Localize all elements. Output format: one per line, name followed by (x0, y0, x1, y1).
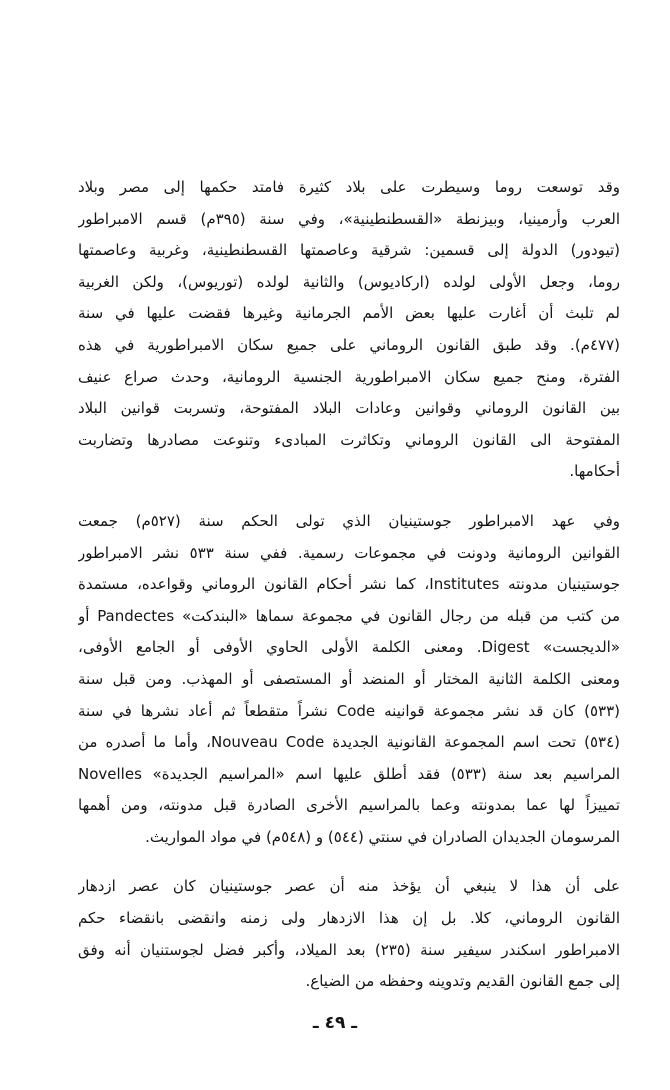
paragraph-1 (78, 172, 620, 488)
text-line: المرسومان الجديدان الصادران في سنتي (٥٤٤) و (٥٤٨م) في مواد المواريث. (145, 827, 620, 846)
text-line: جوستينيان مدونته Institutes، كما نشر أحكام القانون الروماني وقواعده، مستمدة (78, 575, 620, 594)
text-line: روما، وجعل الأولى لولده (اركاديوس) والثانية لولده (توريوس)، ولكن الغربية (78, 272, 620, 291)
paragraph-3 (78, 871, 620, 997)
text-line: أحكامها. (569, 462, 620, 481)
text-line: (٥٣٤) تحت اسم المجموعة القانونية الجديدة Nouveau Code، وأما ما أصدره من (78, 733, 620, 752)
text-line: الامبراطور اسكندر سيفير سنة (٢٣٥) بعد الميلاد، وأكبر فضل لجوستنيان أنه وفق (78, 940, 620, 959)
text-line: المراسيم بعد سنة (٥٣٣) فقد أطلق عليها اسم «المراسيم الجديدة» Novelles (78, 764, 620, 783)
page-number: ـ ٤٩ ـ (312, 1013, 358, 1033)
text-line: العرب وأرمينيا، وبيزنطة «القسطنطينية»، وفي سنة (٣٩٥م) قسم الامبراطور (78, 209, 620, 228)
text-line: لم تلبث أن أغارت عليها بعض الأمم الجرمانية وغيرها فقضت عليها في سنة (78, 304, 620, 323)
text-line: من كتب من قبله من رجال القانون في مجموعة سماها «البندكت» Pandectes أو (78, 606, 620, 625)
text-line: (تيودور) الدولة إلى قسمين: شرقية وعاصمتها القسطنطينية، وغربية وعاصمتها (78, 241, 620, 260)
page-body (78, 172, 620, 998)
text-line: وقد توسعت روما وسيطرت على بلاد كثيرة فامتد حكمها إلى مصر وبلاد (78, 178, 620, 196)
text-line: الفترة، ومنح جميع سكان الامبراطورية الجنسية الرومانية، وحدث صراع عنيف (78, 367, 620, 386)
text-line: بين القانون الروماني وقوانين وعادات البلاد المفتوحة، وتسربت قوانين البلاد (78, 399, 620, 418)
paragraph-2 (78, 506, 620, 854)
text-line: (٤٧٧م). وقد طبق القانون الروماني على جميع سكان الامبراطورية في هذه (78, 335, 620, 354)
text-line: (٥٣٣) كان قد نشر مجموعة قوانينه Code نشراً متقطعاً ثم أعاد نشرها في سنة (78, 701, 620, 720)
text-line: القوانين الرومانية ودونت في مجموعات رسمية. ففي سنة ٥٣٣ نشر الامبراطور (78, 543, 620, 562)
text-line: تمييزاً لها عما بمدونته وعما بالمراسيم الأخرى الصادرة قبل مدونته، ومن أهمها (78, 796, 620, 815)
text-line: المفتوحة الى القانون الروماني وتكاثرت المبادىء وتنوعت مصادرها وتضاربت (78, 430, 620, 449)
text-line: وفي عهد الامبراطور جوستينيان الذي تولى الحكم سنة (٥٢٧م) جمعت (78, 511, 620, 530)
text-line: «الديجست» Digest. ومعنى الكلمة الأولى الحاوي الأوفى أو الجامع الأوفى، (78, 638, 620, 657)
text-line: على أن هذا لا ينبغي أن يؤخذ منه أن عصر جوستينيان كان عصر ازدهار (78, 877, 620, 896)
text-line: إلى جمع القانون القديم وتدوينه وحفظه من الضياع. (305, 972, 620, 991)
text-line: ومعنى الكلمة الثانية المختار أو المنضد أو المستصفى أو المهذب. ومن قبل سنة (78, 669, 620, 688)
text-line: القانون الروماني، كلا. بل إن هذا الازدهار ولى زمنه وانقضى بانقضاء حكم (78, 909, 620, 928)
